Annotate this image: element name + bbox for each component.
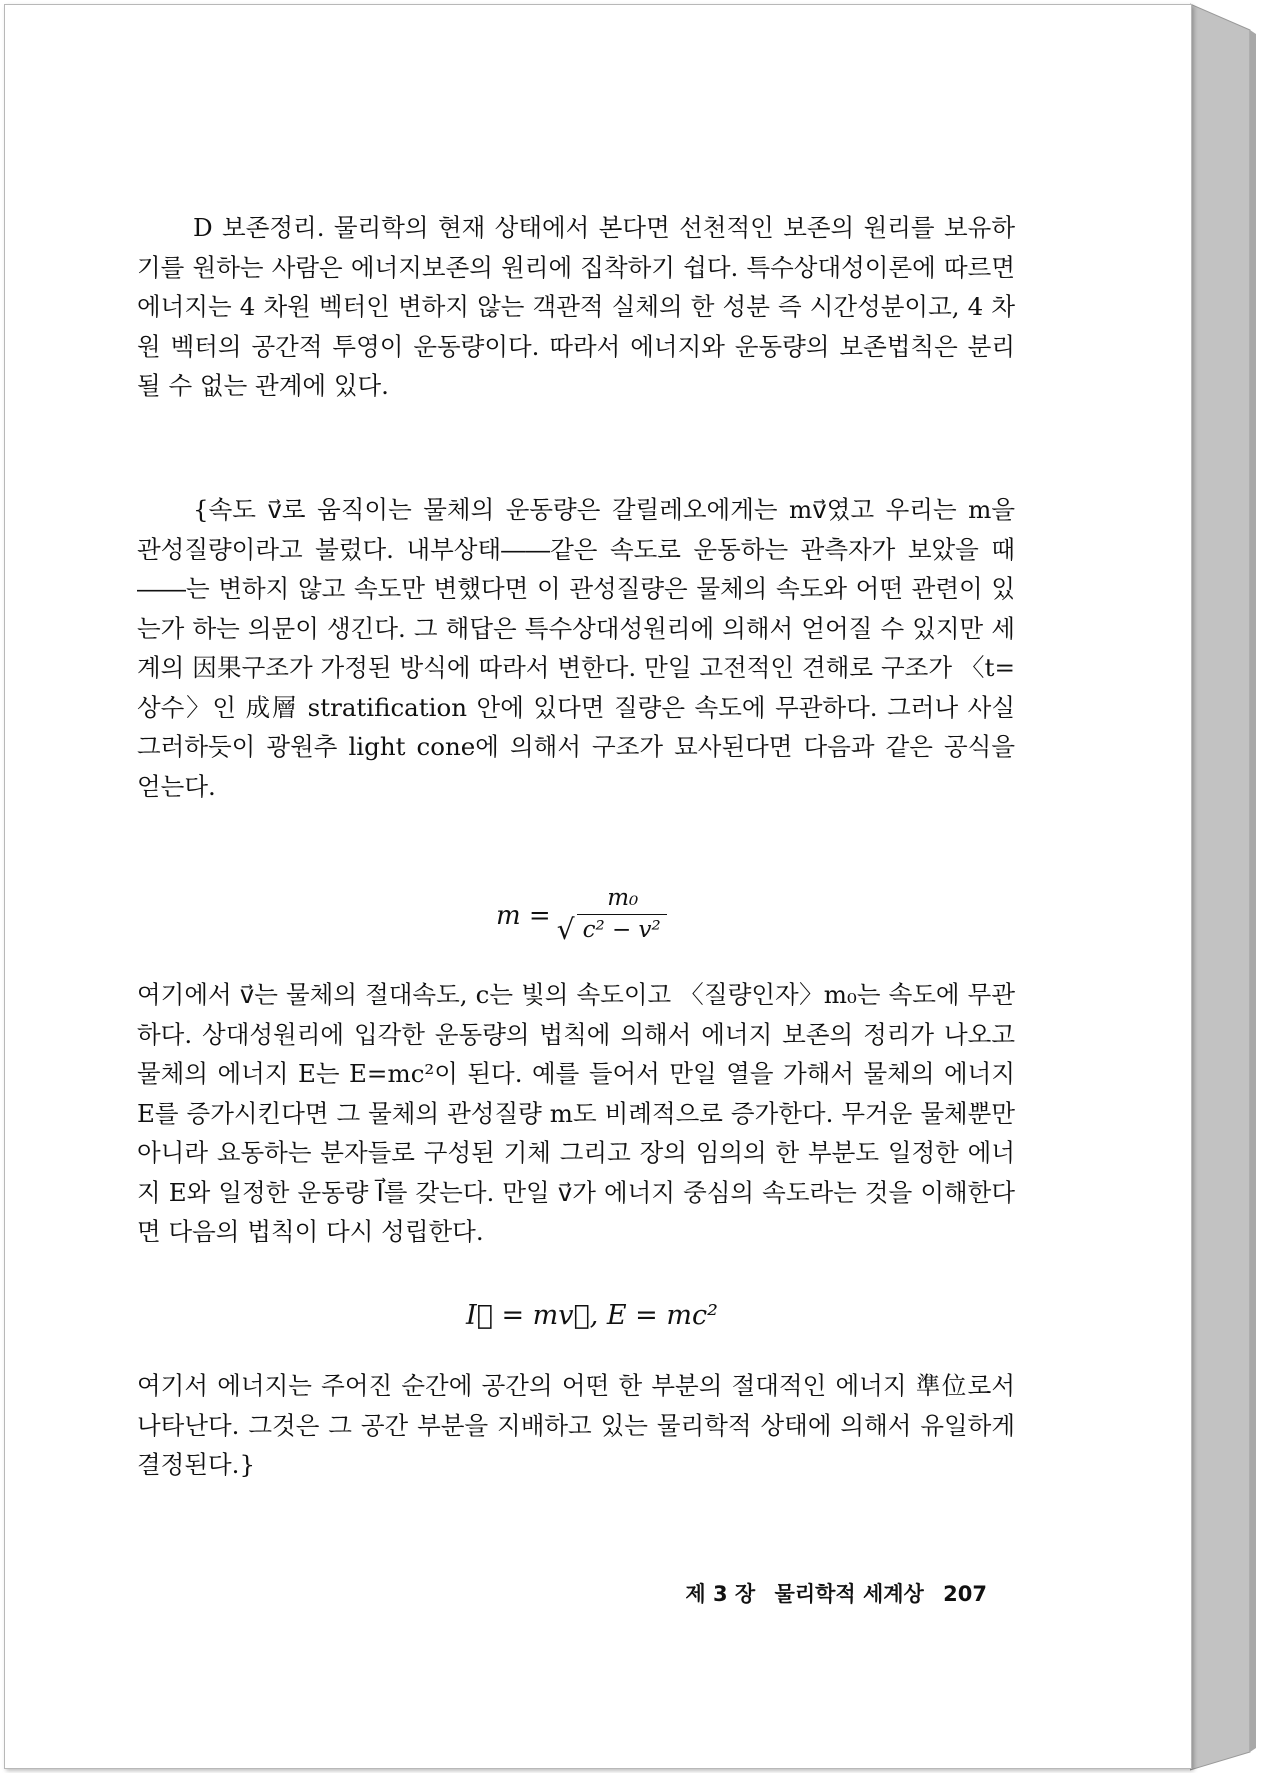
paragraph-inertial-mass: {속도 v⃗로 움직이는 물체의 운동량은 갈릴레오에게는 mv⃗였고 우리는 m을 관성질량이라고 불렀다. 내부상태――같은 속도로 운동하는 관측자가 보았을 때――는 변하지 않고 속도만 변했다면 이 관성질량은 물체의 속도와 어떤 관련이 있는가 하는 의문이 생긴다. 그 해답은 특수상대성원리에 의해서 얻어질 수 있지만 세계의 因果구조가 가정된 방식에 따라서 변한다. 만일 고전적인 견해로 구조가 〈t=상수〉인 成層 stratification 안에 있다면 질량은 속도에 무관하다. 그러나 사실 그러하듯이 광원추 light cone에 의해서 구조가 묘사된다면 다음과 같은 공식을 얻는다. [137, 495, 1015, 801]
formula-fraction [557, 885, 667, 946]
page-number: 207 [943, 1582, 987, 1606]
formula-lhs: m = [496, 900, 551, 931]
paragraph-energy-momentum: 여기에서 v⃗는 물체의 절대속도, c는 빛의 속도이고 〈질량인자〉m₀는 속도에 무관하다. 상대성원리에 입각한 운동량의 법칙에 의해서 에너지 보존의 정리가 나오고 물체의 에너지 E는 E=mc²이 된다. 예를 들어서 만일 열을 가해서 물체의 에너지 E를 증가시킨다면 그 물체의 관성질량 m도 비례적으로 증가한다. 무거운 물체뿐만 아니라 요동하는 분자들로 구성된 기체 그리고 장의 임의의 한 부분도 일정한 에너지 E와 일정한 운동량 I⃗를 갖는다. 만일 v⃗가 에너지 중심의 속도라는 것을 이해한다면 다음의 법칙이 다시 성립한다. [137, 980, 1015, 1246]
formula-momentum-energy: I⃗ = mv⃗, E = mc² [466, 1300, 718, 1331]
running-footer [673, 1578, 987, 1608]
square-root-icon: √ [556, 913, 575, 946]
footer-chapter: 제 3 장 [685, 1582, 756, 1606]
book-page-edge [1190, 0, 1270, 1773]
formula-relativistic-mass [496, 885, 667, 946]
paragraph-energy-level: 여기서 에너지는 주어진 순간에 공간의 어떤 한 부분의 절대적인 에너지 準位로서 나타난다. 그것은 그 공간 부분을 지배하고 있는 물리학적 상태에 의해서 유일하게 결정된다.} [137, 1371, 1015, 1479]
paragraph-energy-conservation: D 보존정리. 물리학의 현재 상태에서 본다면 선천적인 보존의 원리를 보유하기를 원하는 사람은 에너지보존의 원리에 집착하기 쉽다. 특수상대성이론에 따르면 에너지는 4 차원 벡터인 변하지 않는 객관적 실체의 한 성분 즉 시간성분이고, 4 차원 벡터의 공간적 투영이 운동량이다. 따라서 에너지와 운동량의 보존법칙은 분리될 수 없는 관계에 있다. [137, 213, 1015, 400]
formula-numerator: m₀ [607, 885, 639, 911]
footer-title: 물리학적 세계상 [774, 1582, 924, 1606]
formula-denominator: c² − v² [577, 914, 667, 945]
